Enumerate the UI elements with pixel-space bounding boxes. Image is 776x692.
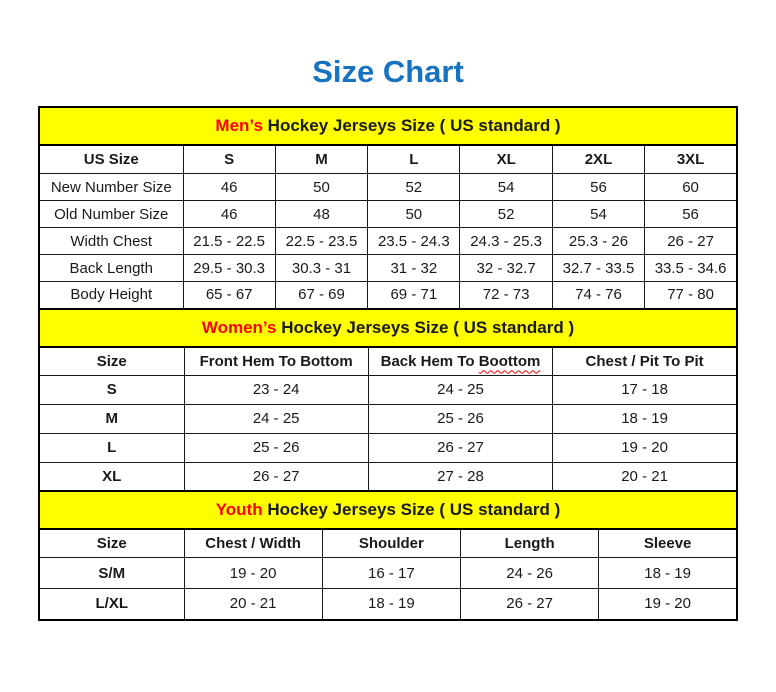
womens-value-cell: 26 - 27 — [184, 462, 368, 491]
womens-column-header-text: Chest / Pit To Pit — [585, 352, 704, 370]
mens-row-label: Old Number Size — [39, 201, 183, 228]
mens-header-row — [39, 145, 737, 174]
womens-section-band — [39, 309, 737, 347]
mens-value-cell: 65 - 67 — [183, 282, 275, 309]
page-title: Size Chart — [312, 54, 464, 89]
youth-value-cell: 16 - 17 — [322, 558, 460, 589]
mens-value-cell: 54 — [460, 174, 552, 201]
womens-value-cell: 17 - 18 — [553, 375, 737, 404]
mens-value-cell: 24.3 - 25.3 — [460, 228, 552, 255]
womens-row-label: XL — [39, 462, 184, 491]
womens-column-header-text: Front Hem To Bottom — [199, 352, 353, 370]
youth-value-cell: 18 - 19 — [322, 589, 460, 620]
mens-value-cell: 52 — [368, 174, 460, 201]
womens-table-row-2 — [39, 433, 737, 462]
womens-value-cell: 20 - 21 — [553, 462, 737, 491]
mens-section-title-rest: Hockey Jerseys Size ( US standard ) — [262, 116, 561, 135]
mens-column-header-0: US Size — [39, 145, 183, 174]
youth-size-table — [38, 490, 738, 621]
womens-row-label: M — [39, 404, 184, 433]
youth-column-header-2: Shoulder — [322, 529, 460, 558]
womens-value-cell: 27 - 28 — [368, 462, 552, 491]
mens-column-header-1: S — [183, 145, 275, 174]
mens-value-cell: 54 — [552, 201, 644, 228]
womens-header-row — [39, 347, 737, 376]
youth-value-cell: 19 - 20 — [599, 589, 737, 620]
womens-size-table — [38, 308, 738, 493]
mens-value-cell: 23.5 - 24.3 — [368, 228, 460, 255]
mens-size-table — [38, 106, 738, 310]
mens-column-header-5: 2XL — [552, 145, 644, 174]
mens-value-cell: 72 - 73 — [460, 282, 552, 309]
womens-table-row-3 — [39, 462, 737, 491]
youth-section-title — [39, 491, 737, 529]
mens-value-cell: 48 — [275, 201, 367, 228]
youth-value-cell: 18 - 19 — [599, 558, 737, 589]
youth-table-row-1 — [39, 589, 737, 620]
mens-value-cell: 32.7 - 33.5 — [552, 255, 644, 282]
womens-column-header-text: Back Hem To — [380, 352, 479, 370]
womens-value-cell: 26 - 27 — [368, 433, 552, 462]
womens-table-row-1 — [39, 404, 737, 433]
womens-section-title-rest: Hockey Jerseys Size ( US standard ) — [276, 317, 575, 337]
womens-value-cell: 25 - 26 — [184, 433, 368, 462]
mens-row-label: Back Length — [39, 255, 183, 282]
youth-table-row-0 — [39, 558, 737, 589]
mens-row-label: New Number Size — [39, 174, 183, 201]
womens-table-row-0 — [39, 375, 737, 404]
youth-column-header-1: Chest / Width — [184, 529, 322, 558]
mens-table-row-0 — [39, 174, 737, 201]
womens-value-cell: 19 - 20 — [553, 433, 737, 462]
mens-value-cell: 30.3 - 31 — [275, 255, 367, 282]
youth-value-cell: 20 - 21 — [184, 589, 322, 620]
youth-column-header-3: Length — [461, 529, 599, 558]
mens-value-cell: 50 — [275, 174, 367, 201]
womens-column-header-2 — [368, 347, 552, 376]
womens-column-header-0 — [39, 347, 184, 376]
womens-section-title — [39, 309, 737, 347]
youth-column-header-4: Sleeve — [599, 529, 737, 558]
womens-value-cell: 23 - 24 — [184, 375, 368, 404]
mens-column-header-6: 3XL — [645, 145, 737, 174]
mens-table-row-4 — [39, 282, 737, 309]
mens-value-cell: 25.3 - 26 — [552, 228, 644, 255]
mens-section-title-red: Men’s — [215, 116, 263, 135]
womens-value-cell: 25 - 26 — [368, 404, 552, 433]
womens-column-header-text: Size — [96, 352, 127, 370]
mens-value-cell: 33.5 - 34.6 — [645, 255, 737, 282]
youth-value-cell: 19 - 20 — [184, 558, 322, 589]
youth-header-row — [39, 529, 737, 558]
mens-column-header-4: XL — [460, 145, 552, 174]
womens-row-label: L — [39, 433, 184, 462]
mens-section-band — [39, 107, 737, 145]
womens-value-cell: 24 - 25 — [368, 375, 552, 404]
mens-column-header-2: M — [275, 145, 367, 174]
youth-section-band — [39, 491, 737, 529]
youth-column-header-0: Size — [39, 529, 184, 558]
youth-value-cell: 26 - 27 — [461, 589, 599, 620]
mens-row-label: Body Height — [39, 282, 183, 309]
youth-section-title-rest: Hockey Jerseys Size ( US standard ) — [262, 500, 561, 519]
mens-value-cell: 56 — [645, 201, 737, 228]
mens-value-cell: 77 - 80 — [645, 282, 737, 309]
mens-table-row-3 — [39, 255, 737, 282]
mens-value-cell: 56 — [552, 174, 644, 201]
mens-value-cell: 60 — [645, 174, 737, 201]
mens-row-label: Width Chest — [39, 228, 183, 255]
misspelled-word: Boottom — [478, 352, 541, 370]
mens-table-row-1 — [39, 201, 737, 228]
mens-value-cell: 69 - 71 — [368, 282, 460, 309]
youth-section-title-red: Youth — [215, 500, 263, 519]
mens-value-cell: 52 — [460, 201, 552, 228]
youth-value-cell: 24 - 26 — [461, 558, 599, 589]
womens-column-header-3 — [553, 347, 737, 376]
mens-value-cell: 46 — [183, 201, 275, 228]
womens-value-cell: 18 - 19 — [553, 404, 737, 433]
mens-value-cell: 32 - 32.7 — [460, 255, 552, 282]
mens-value-cell: 29.5 - 30.3 — [183, 255, 275, 282]
mens-value-cell: 26 - 27 — [645, 228, 737, 255]
mens-column-header-3: L — [368, 145, 460, 174]
mens-value-cell: 67 - 69 — [275, 282, 367, 309]
youth-row-label: S/M — [39, 558, 184, 589]
mens-table-row-2 — [39, 228, 737, 255]
womens-row-label: S — [39, 375, 184, 404]
womens-column-header-1 — [184, 347, 368, 376]
mens-value-cell: 21.5 - 22.5 — [183, 228, 275, 255]
womens-section-title-red: Women’s — [201, 317, 277, 337]
mens-value-cell: 74 - 76 — [552, 282, 644, 309]
youth-row-label: L/XL — [39, 589, 184, 620]
mens-value-cell: 46 — [183, 174, 275, 201]
womens-value-cell: 24 - 25 — [184, 404, 368, 433]
mens-value-cell: 50 — [368, 201, 460, 228]
mens-value-cell: 22.5 - 23.5 — [275, 228, 367, 255]
mens-section-title — [39, 107, 737, 145]
mens-value-cell: 31 - 32 — [368, 255, 460, 282]
